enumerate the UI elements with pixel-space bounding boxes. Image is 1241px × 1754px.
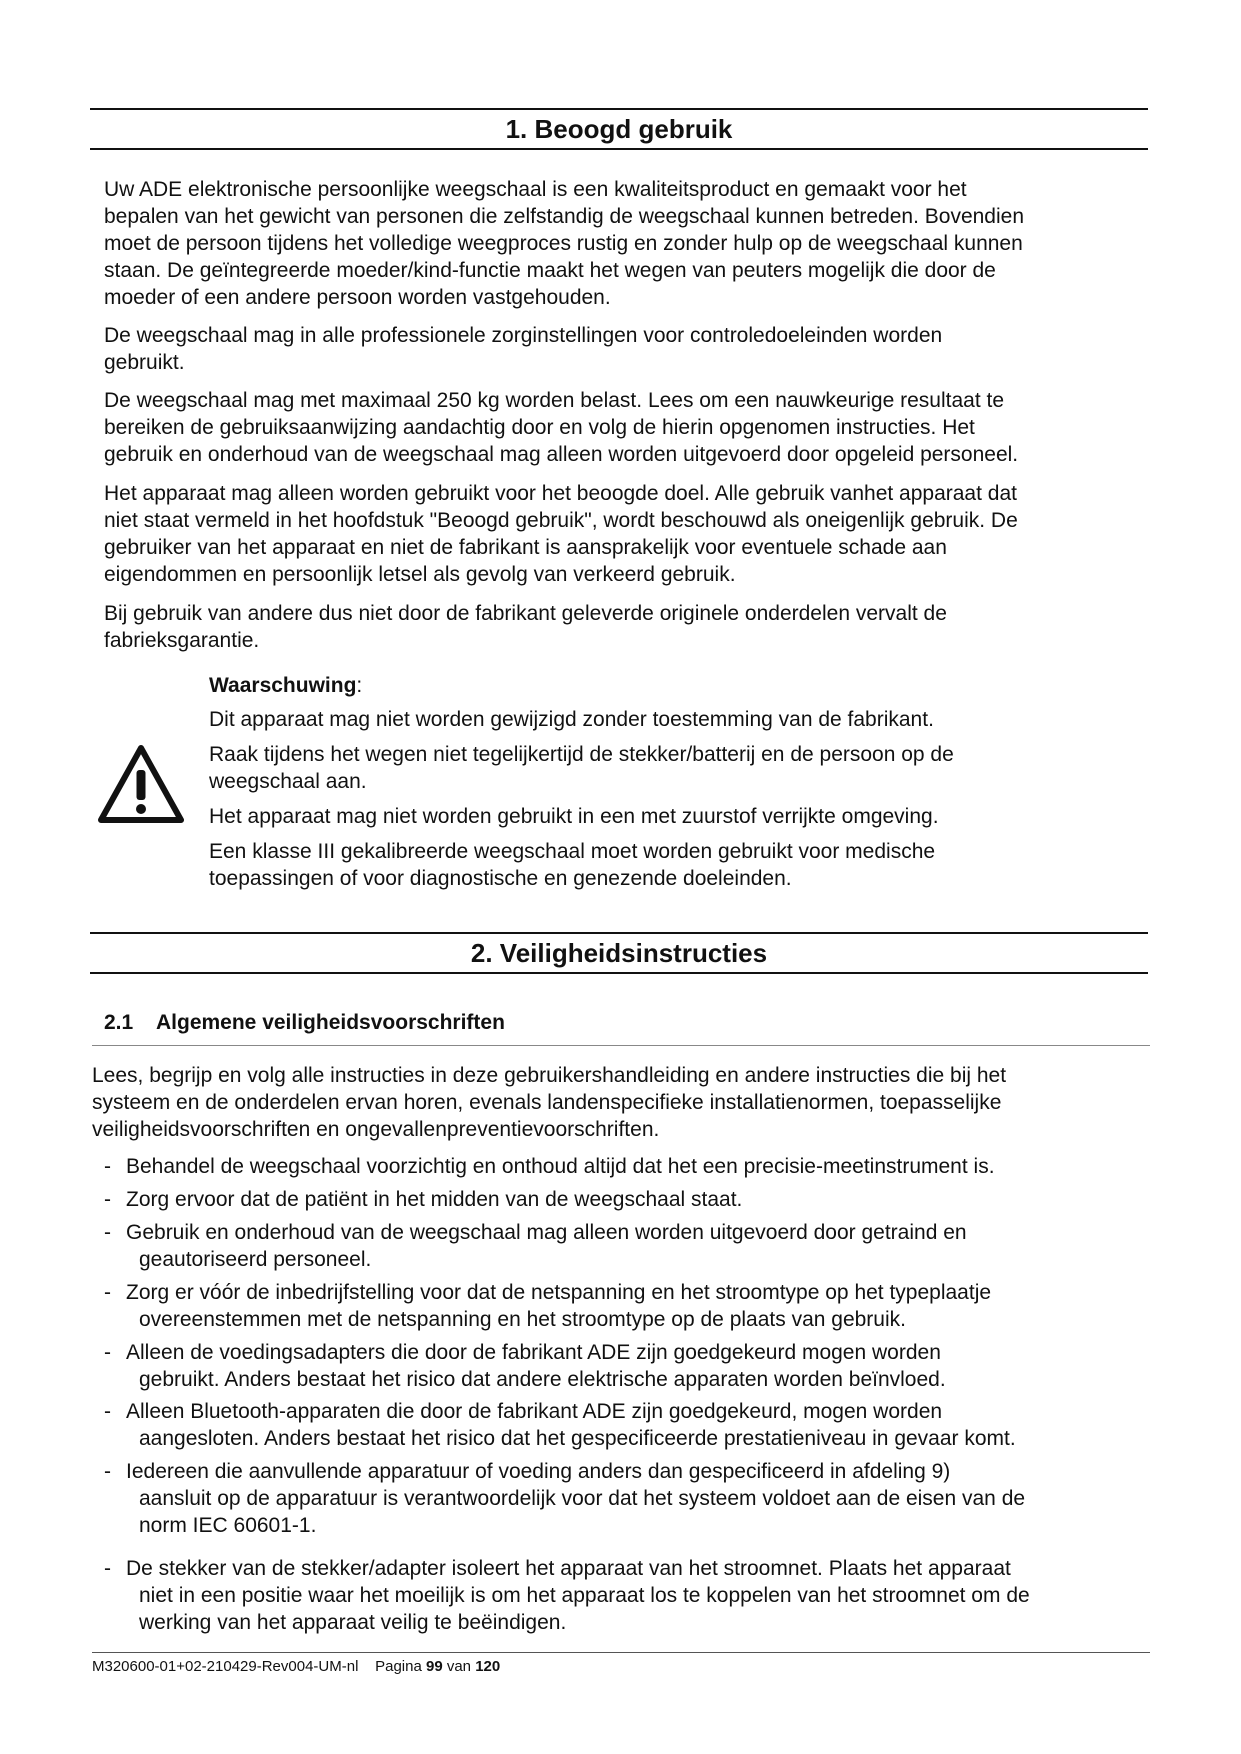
text-line: Het apparaat mag alleen worden gebruikt voor het beoogde doel. Alle gebruik vanhet apparaat dat	[104, 482, 1017, 505]
text-line: overeenstemmen met de netspanning en het stroomtype op de plaats van gebruik.	[139, 1308, 906, 1331]
text-line: gebruikt. Anders bestaat het risico dat andere elektrische apparaten worden beïnvloed.	[139, 1368, 946, 1391]
page-of-label: van	[446, 1658, 472, 1675]
section-1-heading: 1. Beoogd gebruik	[505, 114, 733, 144]
paragraph-intended-use	[104, 176, 1144, 311]
paragraph-safety-intro	[92, 1062, 1147, 1143]
paragraph-warranty	[104, 600, 1144, 654]
paragraph-misuse	[104, 480, 1144, 588]
bullet-dash: -	[104, 1460, 111, 1483]
subsection-title: Algemene veiligheidsvoorschriften	[156, 1011, 505, 1034]
bullet-dash: -	[104, 1281, 111, 1304]
text-line: Zorg ervoor dat de patiënt in het midden van de weegschaal staat.	[126, 1188, 743, 1211]
text-line: Lees, begrijp en volg alle instructies in deze gebruikershandleiding en andere instructies die bij het	[92, 1064, 1007, 1087]
bullet-dash: -	[104, 1400, 111, 1423]
document-id: M320600-01+02-210429-Rev004-UM-nl	[92, 1658, 359, 1675]
section-1-heading-block	[90, 108, 1148, 150]
text-line: aansluit op de apparatuur is verantwoordelijk voor dat het systeem voldoet aan de eisen van de	[139, 1487, 1026, 1510]
warning-triangle-icon	[98, 744, 184, 824]
text-line: werking van het apparaat veilig te beëindigen.	[139, 1611, 567, 1634]
text-line: De stekker van de stekker/adapter isoleert het apparaat van het stroomnet. Plaats het apparaat	[126, 1557, 1011, 1580]
paragraph-max-load	[104, 387, 1144, 468]
text-line: aangesloten. Anders bestaat het risico dat het gespecificeerde prestatieniveau in gevaar komt.	[139, 1427, 1016, 1450]
text-line: Behandel de weegschaal voorzichtig en onthoud altijd dat het een precisie-meetinstrument is.	[126, 1155, 995, 1178]
text-line: De weegschaal mag in alle professionele zorginstellingen voor controledoeleinden worden	[104, 324, 943, 347]
page-total: 120	[475, 1658, 501, 1675]
warning-item	[209, 803, 1109, 830]
text-line: Gebruik en onderhoud van de weegschaal mag alleen worden uitgevoerd door getraind en	[126, 1221, 967, 1244]
bullet-dash: -	[104, 1188, 111, 1211]
bullet-dash: -	[104, 1341, 111, 1364]
text-line: gebruik en onderhoud van de weegschaal mag alleen worden uitgevoerd door opgeleid personeel.	[104, 443, 1019, 466]
warning-title-colon: :	[356, 674, 363, 697]
text-line: eigendommen en persoonlijk letsel als gevolg van verkeerd gebruik.	[104, 563, 736, 586]
bullet-dash: -	[104, 1221, 111, 1244]
warning-item	[209, 741, 1109, 795]
text-line: niet in een positie waar het moeilijk is om het apparaat los te koppelen van het stroomnet om de	[139, 1584, 1030, 1607]
section-2-heading: 2. Veiligheidsinstructies	[470, 938, 768, 968]
text-line: niet staat vermeld in het hoofdstuk "Beoogd gebruik", wordt beschouwd als oneigenlijk gebruik. De	[104, 509, 1018, 532]
text-line: Iedereen die aanvullende apparatuur of voeding anders dan gespecificeerd in afdeling 9)	[126, 1460, 951, 1483]
text-line: bepalen van het gewicht van personen die zelfstandig de weegschaal kunnen betreden. Bovendien	[104, 205, 1025, 228]
bullet-dash: -	[104, 1155, 111, 1178]
subsection-heading	[92, 1004, 1150, 1042]
page-footer	[92, 1657, 500, 1677]
text-line: Uw ADE elektronische persoonlijke weegschaal is een kwaliteitsproduct en gemaakt voor het	[104, 178, 967, 201]
warning-item	[209, 838, 1109, 892]
text-line: systeem en de onderdelen ervan horen, evenals landenspecifieke installatienormen, toepasselijke	[92, 1091, 1002, 1114]
page-number: 99	[425, 1658, 443, 1675]
footer-divider	[92, 1652, 1150, 1653]
text-line: norm IEC 60601-1.	[139, 1514, 317, 1537]
text-line: Bij gebruik van andere dus niet door de fabrikant geleverde originele onderdelen vervalt de	[104, 602, 947, 625]
text-line: Alleen Bluetooth-apparaten die door de fabrikant ADE zijn goedgekeurd, mogen worden	[126, 1400, 943, 1423]
text-line: Een klasse III gekalibreerde weegschaal moet worden gebruikt voor medische	[209, 840, 936, 863]
warning-title	[209, 672, 362, 699]
text-line: moet de persoon tijdens het volledige weegproces rustig en zonder hulp op de weegschaal kunnen	[104, 232, 1023, 255]
text-line: Alleen de voedingsadapters die door de fabrikant ADE zijn goedgekeurd mogen worden	[126, 1341, 941, 1364]
text-line: bereiken de gebruiksaanwijzing aandachtig door en volg de hierin opgenomen instructies. Het	[104, 416, 975, 439]
text-line: De weegschaal mag met maximaal 250 kg worden belast. Lees om een nauwkeurige resultaat te	[104, 389, 1004, 412]
text-line: gebruiker van het apparaat en niet de fabrikant is aansprakelijk voor eventuele schade aan	[104, 536, 947, 559]
warning-item	[209, 706, 1109, 733]
page-label: Pagina	[375, 1658, 422, 1675]
text-line: staan. De geïntegreerde moeder/kind-functie maakt het wegen van peuters mogelijk die door de	[104, 259, 996, 282]
text-line: moeder of een andere persoon worden vastgehouden.	[104, 286, 611, 309]
paragraph-care-settings	[104, 322, 1144, 376]
subsection-number: 2.1	[104, 1011, 134, 1034]
text-line: Dit apparaat mag niet worden gewijzigd zonder toestemming van de fabrikant.	[209, 708, 934, 731]
text-line: weegschaal aan.	[209, 770, 367, 793]
bullet-dash: -	[104, 1557, 111, 1580]
text-line: geautoriseerd personeel.	[139, 1248, 372, 1271]
text-line: fabrieksgarantie.	[104, 629, 260, 652]
text-line: toepassingen of voor diagnostische en genezende doeleinden.	[209, 867, 792, 890]
text-line: Raak tijdens het wegen niet tegelijkertijd de stekker/batterij en de persoon op de	[209, 743, 954, 766]
text-line: Zorg er vóór de inbedrijfstelling voor dat de netspanning en het stroomtype op het typeplaatje	[126, 1281, 992, 1304]
text-line: veiligheidsvoorschriften en ongevallenpreventievoorschriften.	[92, 1118, 660, 1141]
section-2-heading-block	[90, 932, 1148, 974]
subsection-divider	[92, 1045, 1150, 1046]
text-line: Het apparaat mag niet worden gebruikt in een met zuurstof verrijkte omgeving.	[209, 805, 939, 828]
text-line: gebruikt.	[104, 351, 185, 374]
warning-title-text: Waarschuwing	[209, 674, 357, 697]
